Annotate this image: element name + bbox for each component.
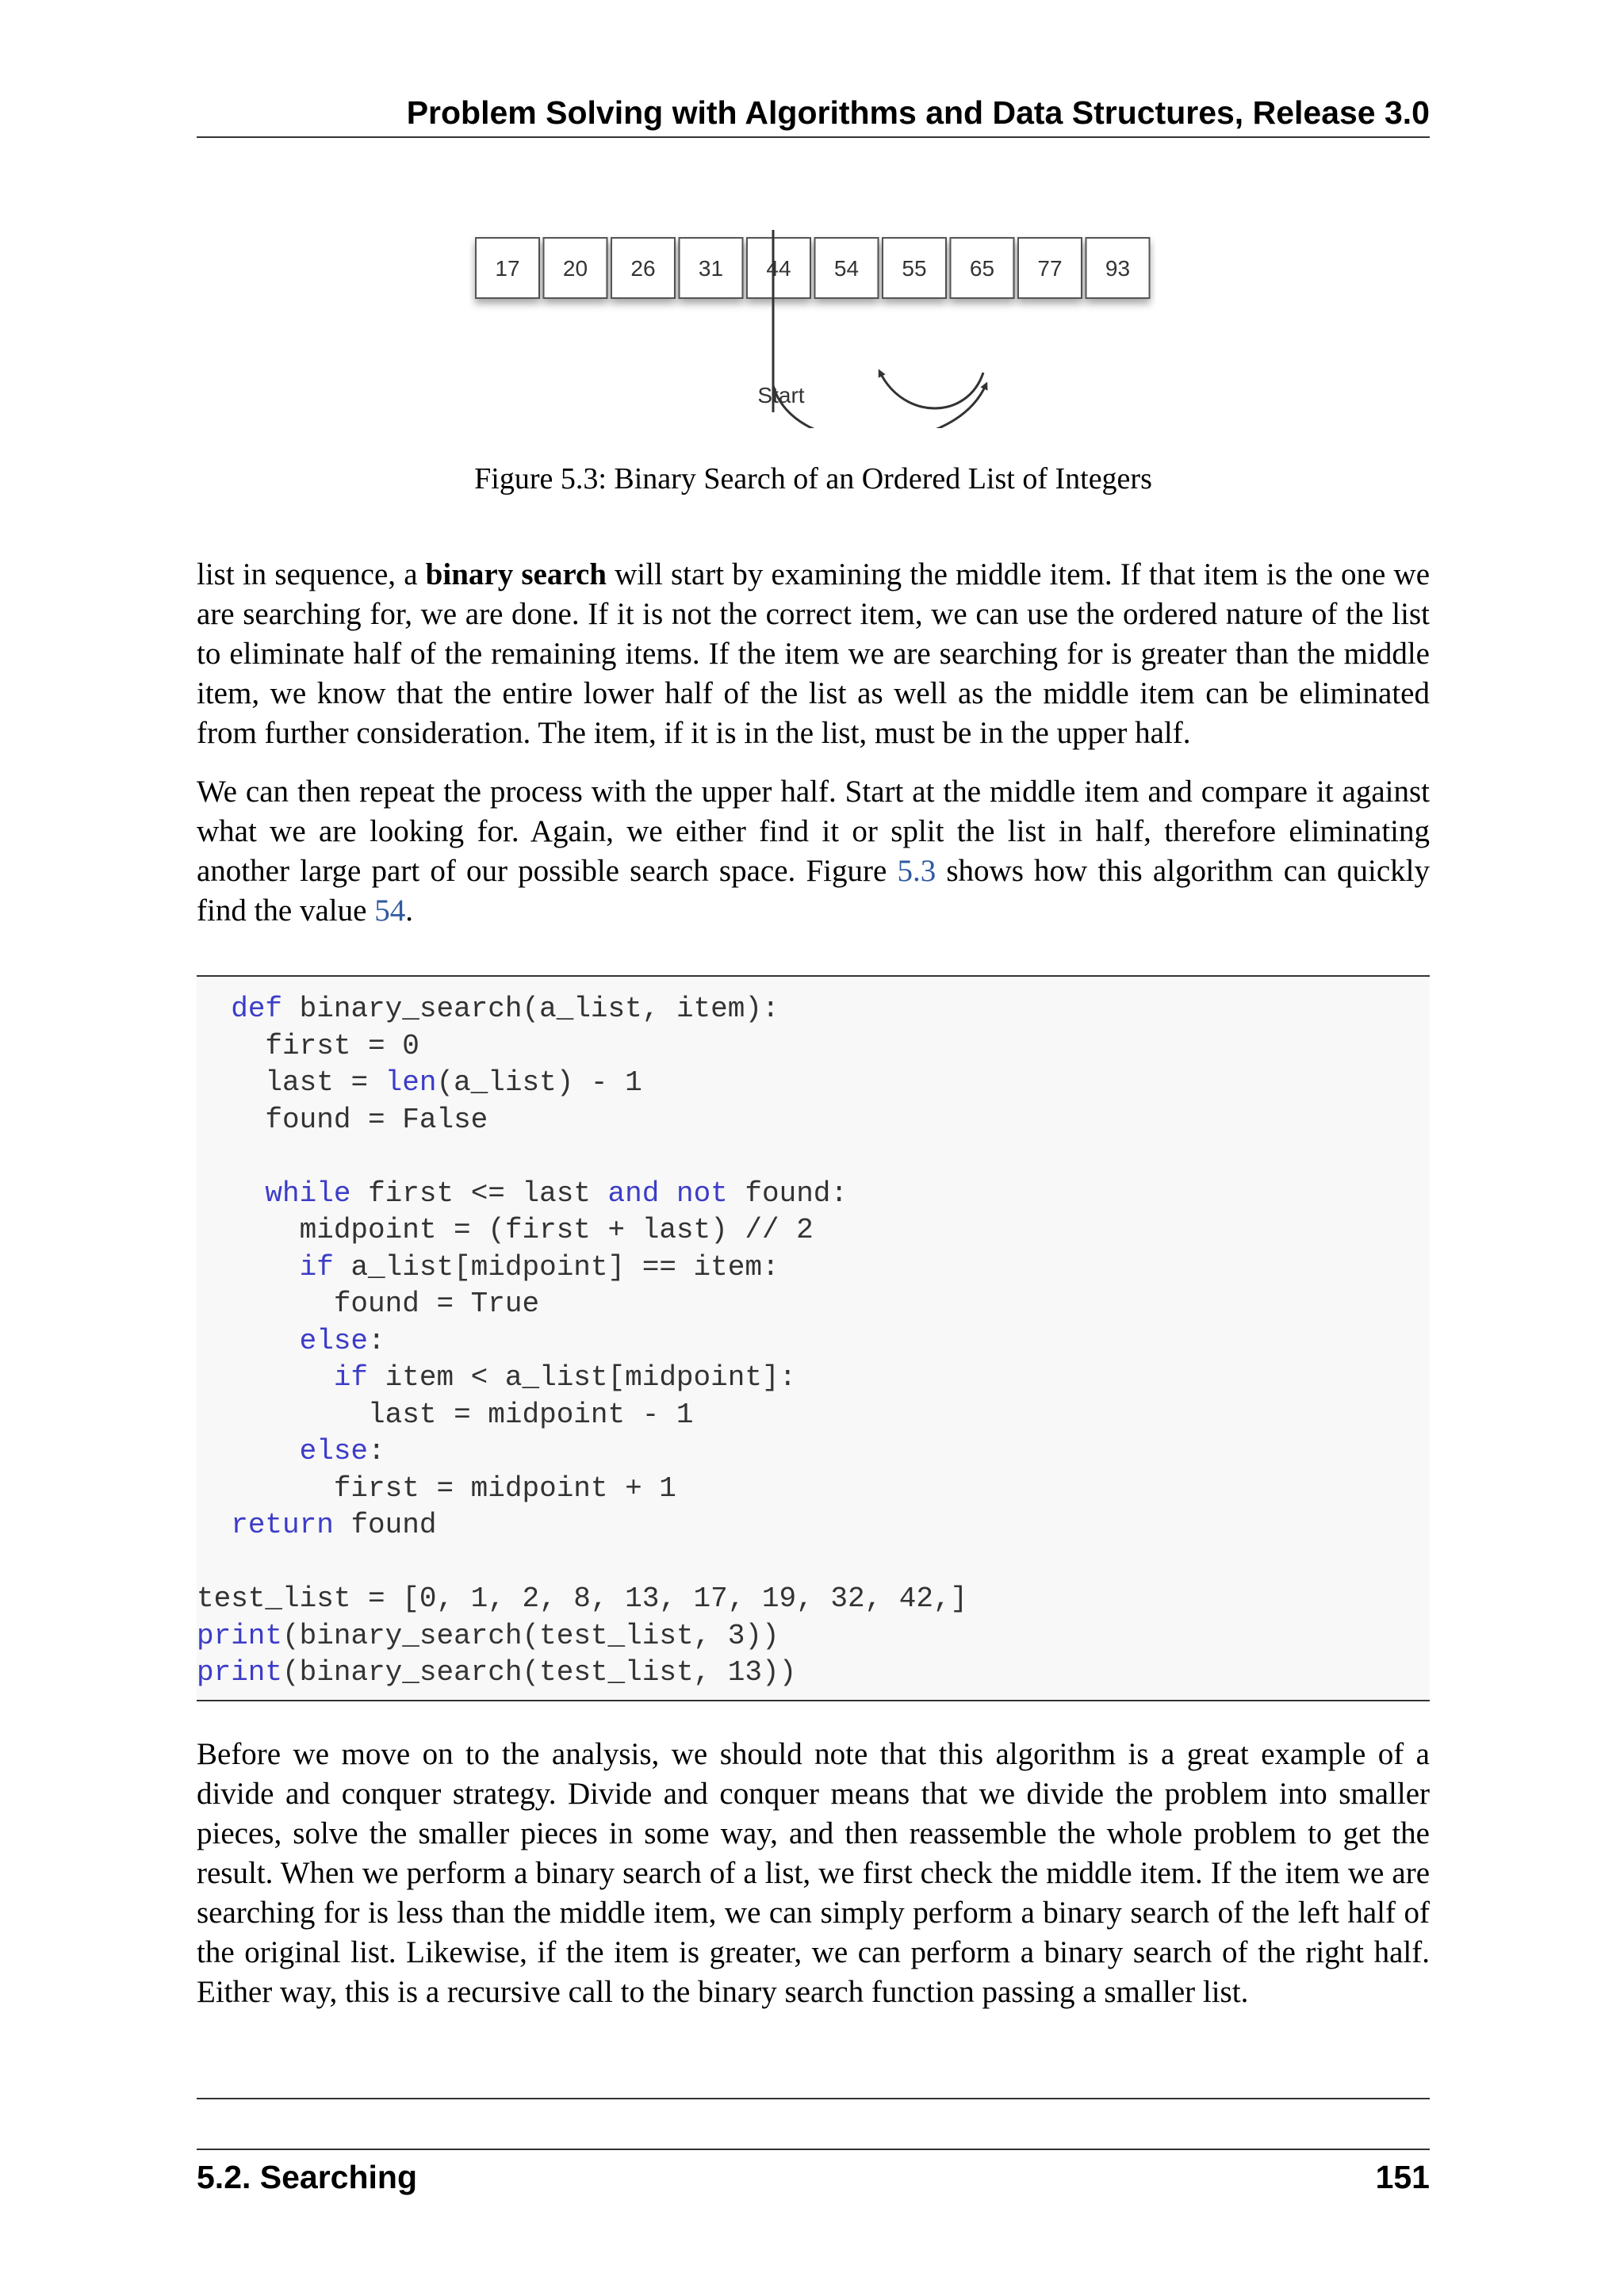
figure-caption: Figure 5.3: Binary Search of an Ordered List of Integers bbox=[474, 462, 1152, 496]
para2-text-end: . bbox=[405, 894, 413, 928]
code-keyword: print bbox=[197, 1619, 283, 1652]
paragraph-3 bbox=[197, 1735, 1430, 2012]
para3-text: Before we move on to the analysis, we should note that this algorithm is a great example of a divide and conquer strategy. Divide and conquer means that we divide the problem into smaller pieces, solve the smaller pieces in some way, and then reassemble the whole problem to get the result. When we perform a binary search of a list, we first check the middle item. If the item we are searching for is less than the middle item, we can simply perform a binary search of the left half of the original list. Likewise, if the item is greater, we can perform a binary search of the right half. Either way, this is a recursive call to the binary search function passing a smaller list. bbox=[197, 1737, 1430, 2009]
list-cell-value: 44 bbox=[766, 256, 791, 281]
code-line: if item < a_list[midpoint]: bbox=[333, 1361, 797, 1394]
code-line: return found bbox=[231, 1509, 437, 1541]
code-keyword: and bbox=[607, 1177, 660, 1210]
list-cell-value: 17 bbox=[495, 256, 520, 281]
figure-reference-link[interactable]: 5.3 bbox=[897, 854, 936, 888]
code-line: print(binary_search(test_list, 3)) bbox=[197, 1619, 779, 1652]
paragraph-1 bbox=[197, 555, 1430, 753]
page-number: 151 bbox=[1375, 2159, 1430, 2195]
code-line: print(binary_search(test_list, 13)) bbox=[197, 1656, 797, 1689]
list-cell-value: 54 bbox=[833, 256, 860, 281]
code-line: found = False bbox=[265, 1103, 488, 1136]
code-line: last = midpoint - 1 bbox=[368, 1398, 694, 1431]
code-keyword: not bbox=[676, 1177, 728, 1210]
header-rule bbox=[197, 136, 1430, 138]
paragraph-2 bbox=[197, 772, 1430, 931]
footer-section: 5.2. Searching bbox=[197, 2159, 418, 2195]
code-line: def binary_search(a_list, item): bbox=[231, 993, 779, 1025]
list-cell-value: 65 bbox=[969, 256, 995, 281]
code-line: first = midpoint + 1 bbox=[333, 1471, 676, 1505]
code-line: else: bbox=[299, 1324, 385, 1357]
list-cell-value: 31 bbox=[698, 256, 724, 281]
list-cell-value: 55 bbox=[902, 256, 927, 281]
code-line: first = 0 bbox=[265, 1029, 419, 1062]
list-cell-value: 26 bbox=[630, 256, 656, 281]
code-keyword: if bbox=[299, 1250, 334, 1284]
start-label: Start bbox=[757, 383, 805, 408]
para1-text-rest: will start by examining the middle item. If that item is the one we are searching for, we are done. If it is not the correct item, we can use the ordered nature of the list to eliminate half of the remaining items. If the item we are searching for is greater than the middle item, we know that the entire lower half of the list as well as the middle item can be eliminated from further consideration. The item, if it is in the list, must be in the upper half. bbox=[197, 557, 1431, 750]
code-listing bbox=[197, 991, 967, 1692]
para2-text-middle: shows how this algorithm can quickly find the value bbox=[197, 854, 1430, 928]
arc-to-65 bbox=[773, 385, 986, 428]
list-cell-value: 77 bbox=[1037, 256, 1063, 281]
running-header: Problem Solving with Algorithms and Data Structures, Release 3.0 bbox=[406, 94, 1430, 131]
code-line: found = True bbox=[333, 1288, 540, 1320]
code-line: last = len(a_list) - 1 bbox=[265, 1066, 642, 1099]
list-cells bbox=[476, 238, 1150, 298]
code-keyword: return bbox=[231, 1509, 334, 1541]
code-line: else: bbox=[299, 1435, 385, 1468]
code-keyword: if bbox=[333, 1361, 369, 1394]
code-keyword: else bbox=[299, 1324, 369, 1357]
footer-rule-top bbox=[197, 2098, 1430, 2099]
code-line: test_list = [0, 1, 2, 8, 13, 17, 19, 32, 42,] bbox=[197, 1582, 968, 1615]
arc-to-54 bbox=[880, 373, 983, 408]
code-line: midpoint = (first + last) // 2 bbox=[299, 1214, 814, 1246]
list-cell-value: 20 bbox=[562, 256, 588, 281]
para1-text-start: list in sequence, a bbox=[197, 557, 426, 591]
code-keyword: print bbox=[197, 1656, 283, 1689]
code-keyword: else bbox=[299, 1435, 369, 1468]
code-line: while first <= last and not found: bbox=[265, 1177, 848, 1210]
code-keyword: len bbox=[385, 1066, 437, 1099]
value-54: 54 bbox=[374, 894, 406, 928]
code-line: if a_list[midpoint] == item: bbox=[299, 1250, 779, 1284]
binary-search-figure bbox=[468, 230, 1182, 428]
code-keyword: def bbox=[231, 993, 283, 1025]
term-binary-search: binary search bbox=[425, 557, 607, 591]
code-keyword: while bbox=[265, 1177, 351, 1210]
list-cell-value: 93 bbox=[1105, 256, 1131, 281]
figure-diagram bbox=[468, 230, 1182, 428]
code-block bbox=[197, 975, 1430, 1701]
para2-text-start: We can then repeat the process with the upper half. Start at the middle item and compare it against what we are looking for. Again, we either find it or split the list in half, therefore eliminating another large part of our possible search space. Figure bbox=[197, 775, 1430, 888]
footer-rule bbox=[197, 2149, 1430, 2150]
